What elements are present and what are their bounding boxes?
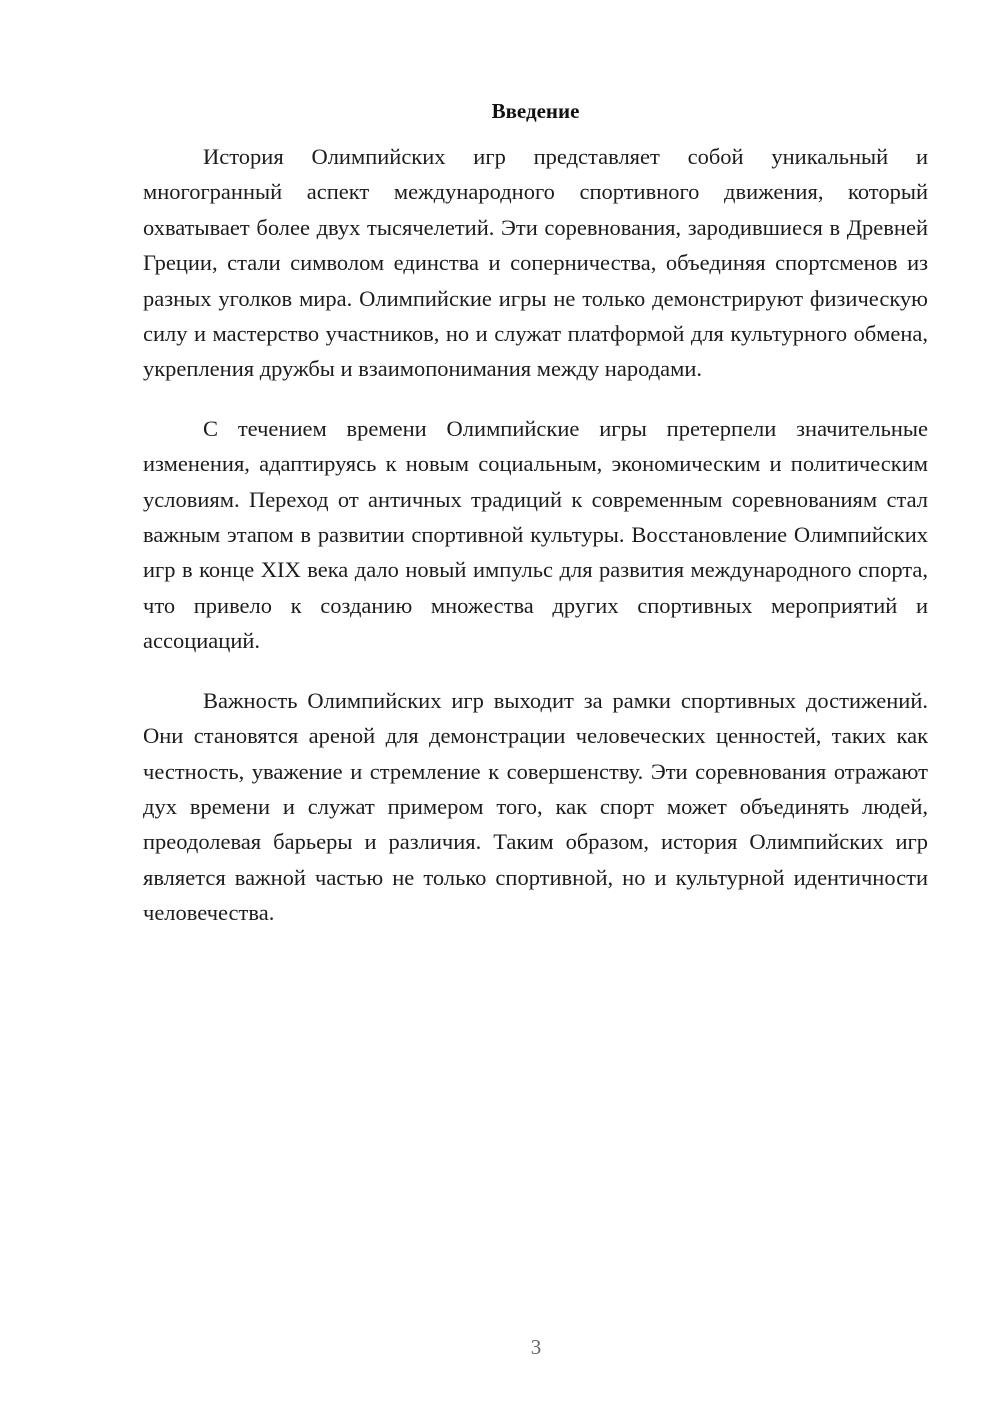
page-number: 3: [530, 1335, 542, 1359]
paragraph-3: Важность Олимпийских игр выходит за рамки спортивных достижений. Они становятся ареной для демонстрации человеческих ценностей, таких как честность, уважение и стремление к совершенству. Эти соревнования отражают дух времени и служат примером того, как спорт может объединять людей, преодолевая барьеры и различия. Таким образом, история Олимпийских игр является важной частью не только спортивной, но и культурной идентичности человечества.: [143, 687, 928, 926]
section-heading: Введение: [491, 99, 580, 123]
page-content: [143, 96, 928, 955]
paragraph-2: С течением времени Олимпийские игры претерпели значительные изменения, адаптируясь к новым социальным, экономическим и политическим условиям. Переход от античных традиций к современным соревнованиям стал важным этапом в развитии спортивной культуры. Восстановление Олимпийских игр в конце XIX века дало новый импульс для развития международного спорта, что привело к созданию множества других спортивных мероприятий и ассоциаций.: [143, 415, 928, 654]
paragraph-1: История Олимпийских игр представляет собой уникальный и многогранный аспект международного спортивного движения, который охватывает более двух тысячелетий. Эти соревнования, зародившиеся в Древней Греции, стали символом единства и соперничества, объединяя спортсменов из разных уголков мира. Олимпийские игры не только демонстрируют физическую силу и мастерство участников, но и служат платформой для культурного обмена, укрепления дружбы и взаимопонимания между народами.: [143, 144, 928, 382]
